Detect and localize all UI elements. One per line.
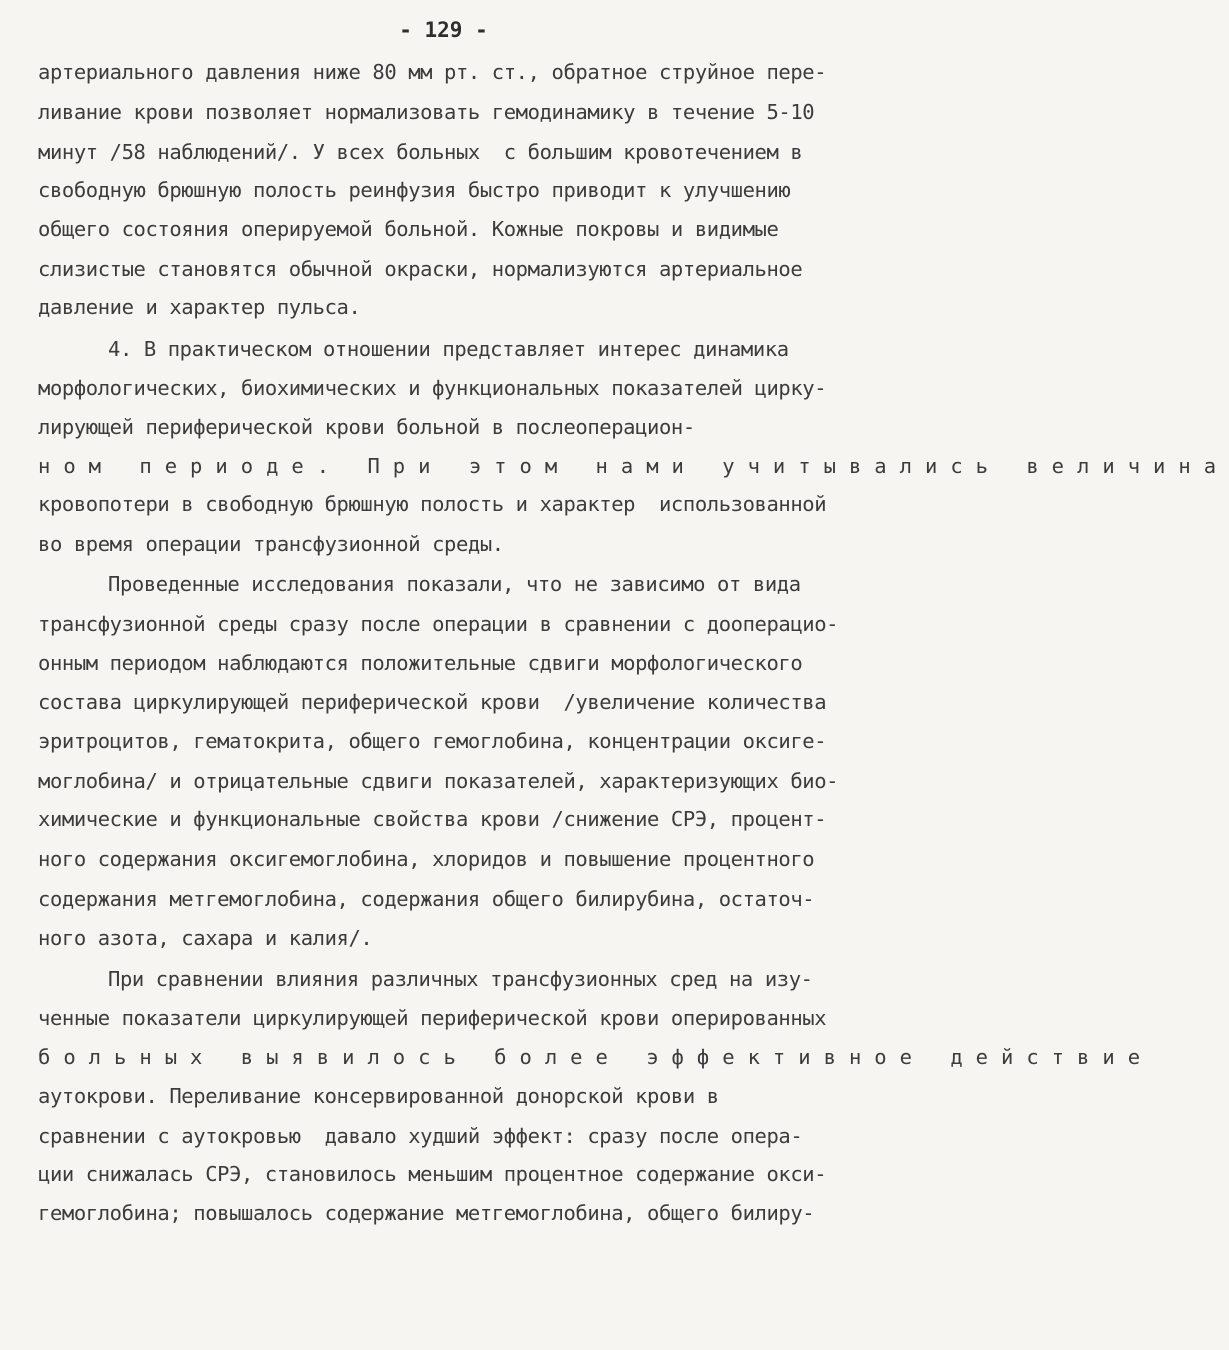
text-line: ливание крови позволяет нормализовать гемодинамику в течение 5-10 — [38, 100, 815, 124]
text-line: минут /58 наблюдений/. У всех больных с большим кровотечением в — [38, 140, 803, 164]
text-line: ции снижалась СРЭ, становилось меньшим процентное содержание окси- — [38, 1162, 827, 1186]
text-line: эритроцитов, гематокрита, общего гемоглобина, концентрации оксиге- — [38, 729, 827, 753]
text-line: трансфузионной среды сразу после операции в сравнении с дооперацио- — [38, 612, 839, 636]
text-line: общего состояния оперируемой больной. Кожные покровы и видимые — [38, 217, 779, 241]
text-line: ного азота, сахара и калия/. — [38, 926, 373, 950]
paragraph-start-line: 4. В практическом отношении представляет интерес динамика — [108, 337, 789, 361]
text-line: ченные показатели циркулирующей периферической крови оперированных — [38, 1006, 827, 1030]
spaced-text-line: ном периоде. При этом нами учитывались величина — [38, 454, 1229, 478]
text-line: аутокрови. Переливание консервированной донорской крови в — [38, 1084, 719, 1108]
page-number: - 129 - — [399, 18, 488, 42]
text-line: давление и характер пульса. — [38, 295, 361, 319]
text-line: во время операции трансфузионной среды. — [38, 532, 504, 556]
paragraph-start-line: При сравнении влияния различных трансфузионных сред на изу- — [108, 967, 813, 991]
text-line: онным периодом наблюдаются положительные сдвиги морфологического — [38, 651, 803, 675]
text-line: содержания метгемоглобина, содержания общего билирубина, остаточ- — [38, 887, 815, 911]
text-line: свободную брюшную полость реинфузия быстро приводит к улучшению — [38, 178, 791, 202]
text-line: моглобина/ и отрицательные сдвиги показателей, характеризующих био- — [38, 769, 839, 793]
text-line: артериального давления ниже 80 мм рт. ст., обратное струйное пере- — [38, 60, 827, 84]
text-line: сравнении с аутокровью давало худший эффект: сразу после опера- — [38, 1124, 803, 1148]
spaced-text-line: больных выявилось более эффективное действие — [38, 1045, 1154, 1069]
text-line: лирующей периферической крови больной в послеоперацион- — [38, 415, 695, 439]
text-line: слизистые становятся обычной окраски, нормализуются артериальное — [38, 257, 803, 281]
text-line: морфологических, биохимических и функциональных показателей цирку- — [38, 376, 827, 400]
text-line: кровопотери в свободную брюшную полость и характер использованной — [38, 492, 827, 516]
paragraph-start-line: Проведенные исследования показали, что не зависимо от вида — [108, 572, 801, 596]
text-line: химические и функциональные свойства крови /снижение СРЭ, процент- — [38, 807, 827, 831]
text-line: состава циркулирующей периферической крови /увеличение количества — [38, 690, 827, 714]
text-line: ного содержания оксигемоглобина, хлоридов и повышение процентного — [38, 847, 815, 871]
text-line: гемоглобина; повышалось содержание метгемоглобина, общего билиру- — [38, 1201, 815, 1225]
